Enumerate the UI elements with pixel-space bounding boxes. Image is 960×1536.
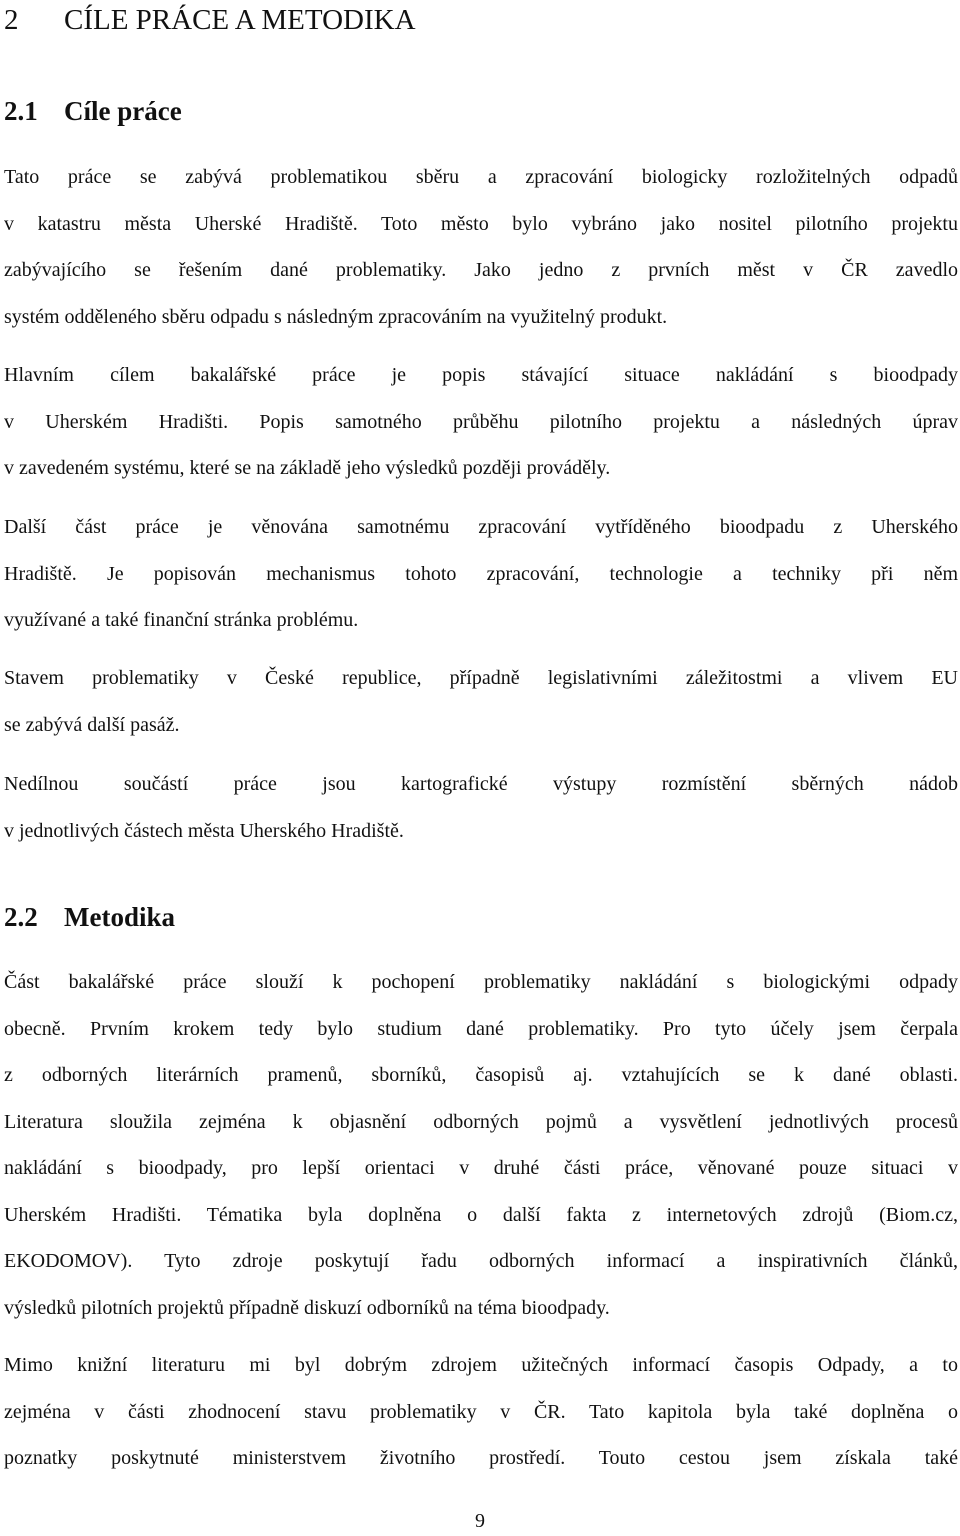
paragraph <box>4 959 958 1331</box>
text-line: systém odděleného sběru odpadu s následným zpracováním na využitelný produkt. <box>4 305 668 328</box>
section-title: Cíle práce <box>64 96 182 126</box>
chapter-title: CÍLE PRÁCE A METODIKA <box>64 4 416 36</box>
text-line: v Uherském Hradišti. Popis samotného průběhu pilotního projektu a následných úprav <box>4 410 958 433</box>
text-line: poznatky poskytnuté ministerstvem životního prostředí. Touto cestou jsem získala také <box>4 1447 958 1469</box>
page-number: 9 <box>475 1510 485 1532</box>
section-heading-cile <box>4 93 182 129</box>
text-line: EKODOMOV). Tyto zdroje poskytují řadu odborných informací a inspirativních článků, <box>4 1250 958 1272</box>
section-heading-metodika <box>4 899 175 935</box>
text-line: výsledků pilotních projektů případně diskuzí odborníků na téma bioodpady. <box>4 1296 610 1319</box>
text-line: Uherském Hradišti. Tématika byla doplněna o další fakta z internetových zdrojů (Biom.cz, <box>4 1203 958 1226</box>
text-line: Hlavním cílem bakalářské práce je popis stávající situace nakládání s bioodpady <box>4 364 958 386</box>
paragraph <box>4 504 958 644</box>
chapter-number: 2 <box>4 4 19 36</box>
chapter-heading <box>4 0 416 40</box>
text-line: nakládání s bioodpady, pro lepší orientaci v druhé části práce, věnované pouze situaci v <box>4 1157 958 1179</box>
paragraph <box>4 1342 958 1482</box>
text-line: z odborných literárních pramenů, sborníků, časopisů aj. vztahujících se k dané oblasti. <box>4 1064 958 1086</box>
text-line: zejména v části zhodnocení stavu problematiky v ČR. Tato kapitola byla také doplněna o <box>4 1400 958 1423</box>
text-line: se zabývá další pasáž. <box>4 713 180 736</box>
text-line: obecně. Prvním krokem tedy bylo studium dané problematiky. Pro tyto účely jsem čerpala <box>4 1017 958 1040</box>
paragraph <box>4 352 958 492</box>
text-line: zabývajícího se řešením dané problematiky. Jako jedno z prvních měst v ČR zavedlo <box>4 259 958 281</box>
text-line: Další část práce je věnována samotnému zpracování vytříděného bioodpadu z Uherského <box>4 516 958 538</box>
text-line: Mimo knižní literaturu mi byl dobrým zdrojem užitečných informací časopis Odpady, a to <box>4 1354 958 1376</box>
text-line: Tato práce se zabývá problematikou sběru a zpracování biologicky rozložitelných odpadů <box>4 166 958 188</box>
text-line: v zavedeném systému, které se na základě jeho výsledků později prováděly. <box>4 457 611 479</box>
paragraph <box>4 154 958 340</box>
text-line: Hradiště. Je popisován mechanismus tohoto zpracování, technologie a techniky při něm <box>4 562 958 585</box>
text-line: v jednotlivých částech města Uherského Hradiště. <box>4 819 404 842</box>
text-line: Nedílnou součástí práce jsou kartografické výstupy rozmístění sběrných nádob <box>4 773 958 795</box>
text-line: Část bakalářské práce slouží k pochopení problematiky nakládání s biologickými odpady <box>4 971 958 993</box>
paragraph <box>4 761 958 854</box>
paragraph <box>4 655 958 748</box>
text-line: využívané a také finanční stránka problému. <box>4 609 359 631</box>
section-number: 2.1 <box>4 96 38 126</box>
text-line: Literatura sloužila zejména k objasnění odborných pojmů a vysvětlení jednotlivých procesů <box>4 1110 958 1133</box>
text-line: v katastru města Uherské Hradiště. Toto město bylo vybráno jako nositel pilotního projektu <box>4 212 958 235</box>
section-number: 2.2 <box>4 902 38 932</box>
section-title: Metodika <box>64 902 175 932</box>
text-line: Stavem problematiky v České republice, případně legislativními záležitostmi a vlivem EU <box>4 667 958 689</box>
